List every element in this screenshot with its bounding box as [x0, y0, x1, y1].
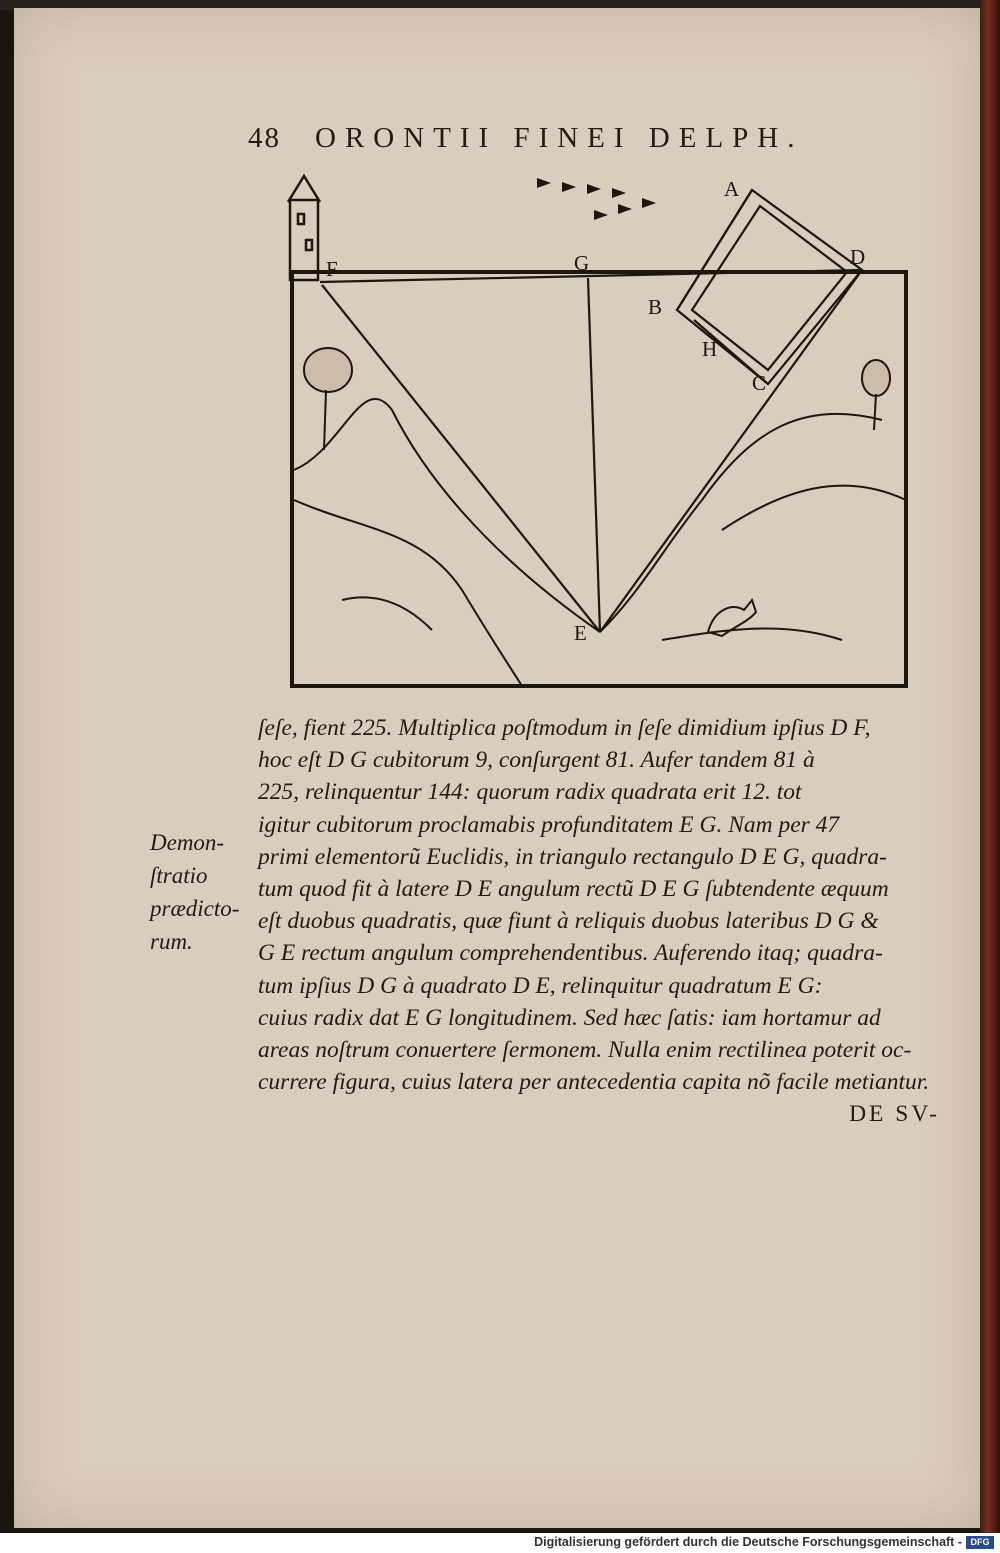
margin-line: rum.: [150, 929, 193, 954]
margin-note: [150, 826, 258, 958]
text-line: tum quod fit à latere D E angulum rectũ D E G ſubtendente æquum: [258, 876, 889, 903]
birds-icon: [537, 178, 656, 220]
page-number: 48: [248, 122, 281, 154]
text-line: G E rectum angulum comprehendentibus. Auferendo itaq; quadra-: [258, 940, 883, 967]
text-line: 225, relinquentur 144: quorum radix quadrata erit 12. tot: [258, 779, 802, 806]
woodcut-illustration: [282, 170, 914, 692]
label-G: G: [574, 251, 590, 275]
dfg-logo[interactable]: DFG: [966, 1536, 994, 1549]
text-line: cuius radix dat E G longitudinem. Sed hæc ſatis: iam hortamur ad: [258, 1004, 881, 1031]
book-spine: [980, 0, 1000, 1553]
text-line: hoc eſt D G cubitorum 9, conſurgent 81. Aufer tandem 81 à: [258, 747, 815, 774]
tower-icon: [288, 176, 320, 280]
label-E: E: [574, 621, 587, 645]
label-B: B: [648, 295, 663, 319]
margin-line: ſtratio: [150, 863, 208, 888]
label-C: C: [752, 371, 767, 395]
label-F: F: [326, 257, 338, 281]
text-line: eſt duobus quadratis, quæ fiunt à reliquis duobus lateribus D G &: [258, 908, 879, 935]
text-line: ſeſe, fient 225. Multiplica poſtmodum in ſeſe dimidium ipſius D F,: [258, 715, 871, 741]
text-line: areas noſtrum conuertere ſermonem. Nulla enim rectilinea poterit oc-: [258, 1037, 912, 1064]
catchword: DE SV-: [849, 1101, 940, 1128]
running-header: [248, 122, 928, 155]
label-D: D: [850, 245, 866, 269]
label-A: A: [724, 177, 740, 201]
label-H: H: [702, 337, 718, 361]
running-title: ORONTII FINEI DELPH.: [315, 122, 804, 154]
funding-credit: Digitalisierung gefördert durch die Deutsche Forschungsgemeinschaft -: [534, 1535, 962, 1549]
tree-icon: [304, 348, 890, 450]
footer-bar: [0, 1533, 1000, 1553]
text-line: primi elementorũ Euclidis, in triangulo rectangulo D E G, quadra-: [258, 843, 888, 870]
margin-line: prædicto-: [150, 896, 240, 921]
text-line: currere figura, cuius latera per antecedentia capita nõ facile metiantur.: [258, 1069, 930, 1096]
text-line: tum ipſius D G à quadrato D E, relinquitur quadratum E G:: [258, 972, 823, 999]
margin-line: Demon-: [150, 830, 225, 855]
body-text: [258, 712, 958, 1131]
text-line: igitur cubitorum proclamabis profunditatem E G. Nam per 47: [258, 811, 840, 838]
